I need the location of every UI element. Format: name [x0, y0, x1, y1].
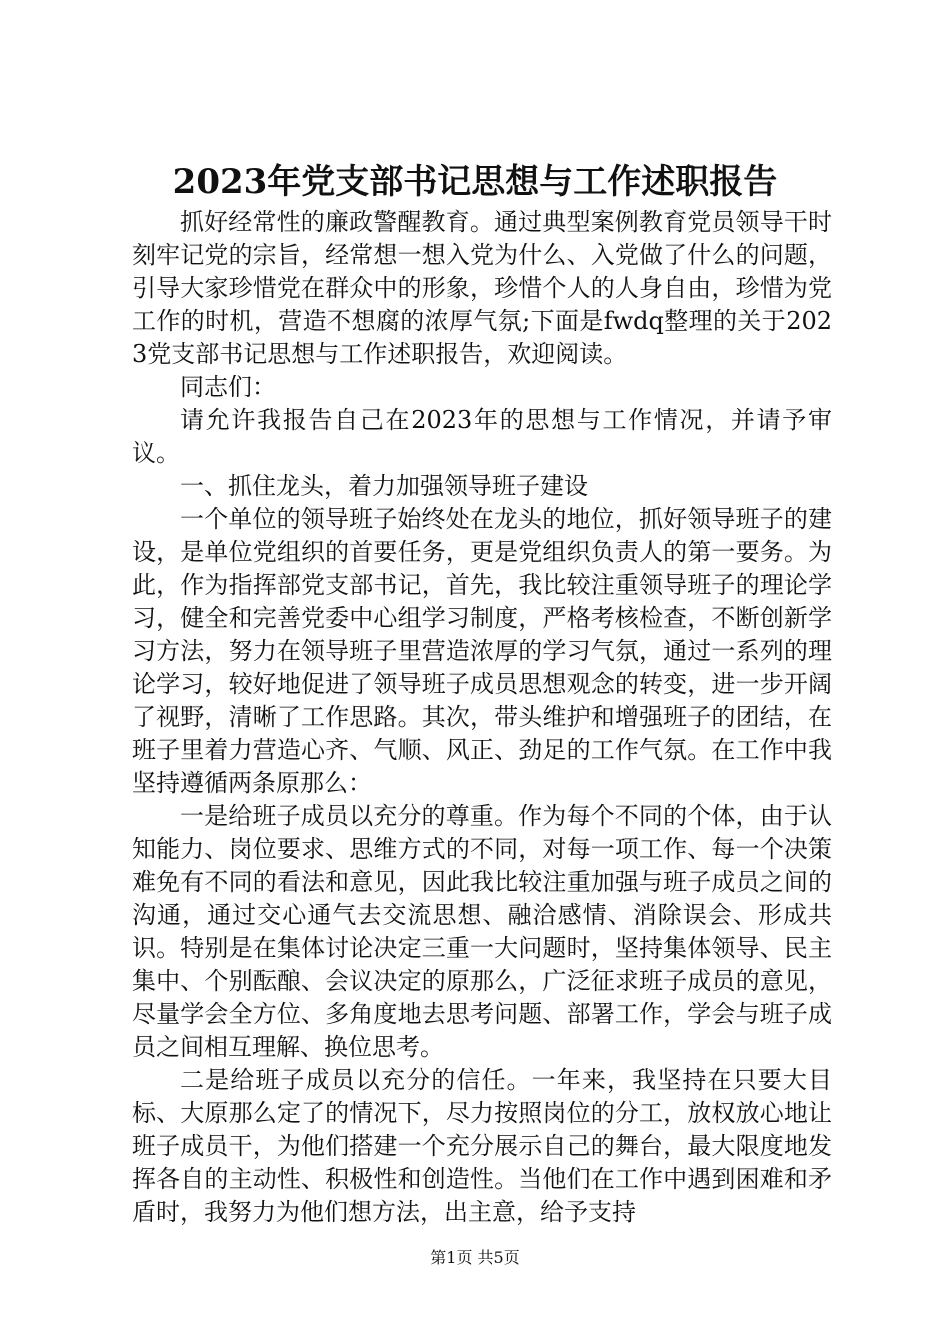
document-body [132, 206, 832, 1229]
paragraph-request: 请允许我报告自己在2023年的思想与工作情况，并请予审议。 [132, 406, 832, 467]
document-title: 2023年党支部书记思想与工作述职报告 [172, 162, 778, 202]
page-number: 第1页 共5页 [430, 1248, 520, 1267]
paragraph-leadership: 一个单位的领导班子始终处在龙头的地位，抓好领导班子的建设，是单位党组织的首要任务，更是党组织负责人的第一要务。为此，作为指挥部党支部书记，首先，我比较注重领导班子的理论学习，健全和完善党委中心组学习制度，严格考核检查，不断创新学习方法，努力在领导班子里营造浓厚的学习气氛，通过一系列的理论学习，较好地促进了领导班子成员思想观念的转变，进一步开阔了视野，清晰了工作思路。其次，带头维护和增强班子的团结，在班子里着力营造心齐、气顺、风正、劲足的工作气氛。在工作中我坚持遵循两条原那么： [132, 505, 832, 797]
paragraph-salutation: 同志们： [180, 373, 276, 401]
paragraph-trust: 二是给班子成员以充分的信任。一年来，我坚持在只要大目标、大原那么定了的情况下，尽力按照岗位的分工，放权放心地让班子成员干，为他们搭建一个充分展示自己的舞台，最大限度地发挥各自的主动性、积极性和创造性。当他们在工作中遇到困难和矛盾时，我努力为他们想方法，出主意，给予支持 [132, 1066, 832, 1226]
paragraph-respect: 一是给班子成员以充分的尊重。作为每个不同的个体，由于认知能力、岗位要求、思维方式的不同，对每一项工作、每一个决策难免有不同的看法和意见，因此我比较注重加强与班子成员之间的沟通，通过交心通气去交流思想、融洽感情、消除误会、形成共识。特别是在集体讨论决定三重一大问题时，坚持集体领导、民主集中、个别酝酿、会议决定的原那么，广泛征求班子成员的意见，尽量学会全方位、多角度地去思考问题、部署工作，学会与班子成员之间相互理解、换位思考。 [132, 802, 832, 1061]
section-heading-1: 一、抓住龙头，着力加强领导班子建设 [180, 472, 588, 500]
paragraph-intro: 抓好经常性的廉政警醒教育。通过典型案例教育党员领导干时刻牢记党的宗旨，经常想一想入党为什么、入党做了什么的问题，引导大家珍惜党在群众中的形象，珍惜个人的人身自由，珍惜为党工作的时机，营造不想腐的浓厚气氛;下面是fwdq整理的关于2023党支部书记思想与工作述职报告，欢迎阅读。 [132, 208, 832, 368]
